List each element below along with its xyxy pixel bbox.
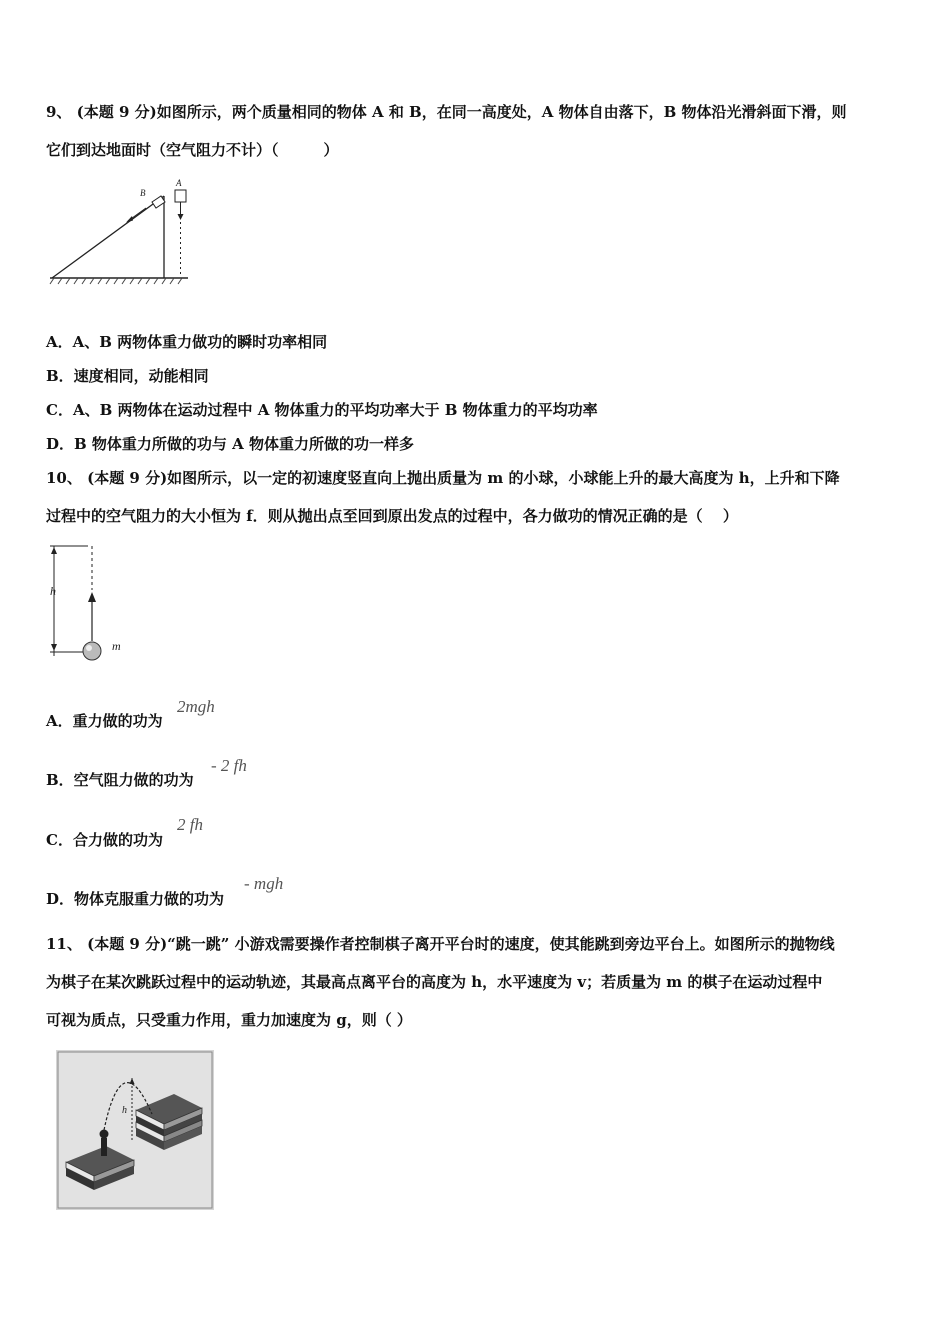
q10-throw-figure [46,540,146,665]
q9-incline-figure [48,172,193,287]
q10-stem-line-2: 过程中的空气阻力的大小恒为 f．则从抛出点至回到原出发点的过程中，各力做功的情况正确的是（ ） [46,507,738,525]
q9-stem-line-1: 9、 (本题 9 分)如图所示，两个质量相同的物体 A 和 B，在同一高度处，A 物体自由落下，B 物体沿光滑斜面下滑，则 [46,103,847,121]
q10-stem-line-1: 10、 (本题 9 分)如图所示，以一定的初速度竖直向上抛出质量为 m 的小球，小球能上升的最大高度为 h，上升和下降 [46,469,840,487]
q9-option-b: B．速度相同，动能相同 [46,367,209,385]
q9-option-a: A．A、B 两物体重力做功的瞬时功率相同 [46,333,328,351]
q10-option-b-formula: - 2 fh [211,756,247,775]
q9-option-d: D．B 物体重力所做的功与 A 物体重力所做的功一样多 [46,435,414,453]
q10-option-d: D．物体克服重力做的功为 [46,890,225,908]
q11-label-h: h [122,1105,127,1116]
q11-stem-line-2: 为棋子在某次跳跃过程中的运动轨迹，其最高点离平台的高度为 h，水平速度为 v；若质量为 m 的棋子在运动过程中 [46,973,823,991]
q10-label-h: h [50,584,56,598]
q10-option-a-formula: 2mgh [177,697,215,716]
q11-stem-line-3: 可视为质点，只受重力作用，重力加速度为 g，则（ ） [46,1011,412,1029]
q9-label-b: B [140,188,146,198]
q9-label-a: A [176,178,182,188]
q10-option-d-formula: - mgh [244,874,284,893]
q10-option-a: A．重力做的功为 [46,712,163,730]
q10-option-b: B．空气阻力做的功为 [46,771,194,789]
q10-option-c-formula: 2 fh [177,815,203,834]
q9-stem-line-2: 它们到达地面时（空气阻力不计）（ ） [46,141,339,159]
q11-stem-line-1: 11、 (本题 9 分)“跳一跳” 小游戏需要操作者控制棋子离开平台时的速度，使其能跳到旁边平台上。如图所示的抛物线 [46,935,835,953]
q10-option-c: C．合力做的功为 [46,831,163,849]
q9-option-c: C．A、B 两物体在运动过程中 A 物体重力的平均功率大于 B 物体重力的平均功率 [46,401,598,419]
q11-jump-game-figure [56,1050,214,1210]
q10-label-m: m [112,639,121,653]
